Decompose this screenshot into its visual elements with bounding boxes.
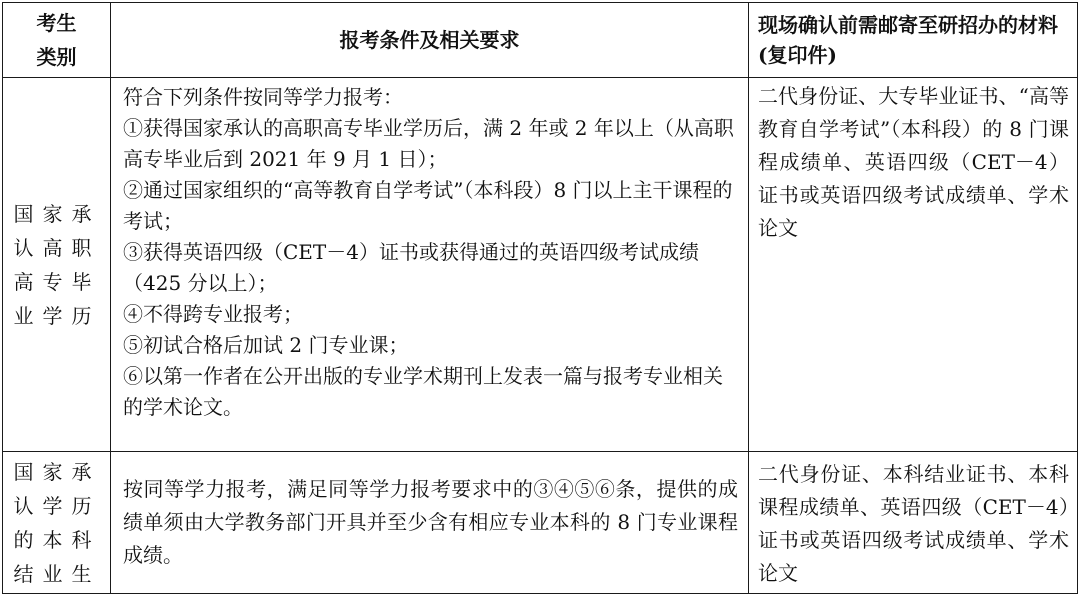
requirement-line: ③获得英语四级（CET－4）证书或获得通过的英语四级考试成绩（425 分以上）； — [123, 240, 699, 295]
table-row — [3, 78, 1078, 452]
header-materials: 现场确认前需邮寄至研招办的材料(复印件) — [749, 3, 1078, 78]
row-category-cell — [3, 452, 111, 594]
row-category-text: 国家承认学历的本科结业生 — [13, 459, 101, 586]
row-requirements-cell — [111, 78, 749, 452]
header-row — [3, 3, 1078, 78]
requirement-line: ⑤初试合格后加试 2 门专业课； — [123, 333, 409, 357]
table-row — [3, 452, 1078, 594]
requirements-table — [2, 2, 1078, 594]
header-requirements: 报考条件及相关要求 — [111, 3, 749, 78]
row-category-text: 国家承认高职高专毕业学历 — [13, 201, 101, 328]
header-category — [3, 3, 111, 78]
row-category-cell — [3, 78, 111, 452]
requirement-line: ⑥以第一作者在公开出版的专业学术期刊上发表一篇与报考专业相关的学术论文。 — [123, 364, 723, 419]
requirement-line: 按同等学力报考，满足同等学力报考要求中的③④⑤⑥条，提供的成绩单须由大学教务部门开具并至少含有相应专业本科的 8 门专业课程成绩。 — [123, 477, 738, 567]
row-materials-cell: 二代身份证、大专毕业证书、“高等教育自学考试”（本科段）的 8 门课程成绩单、英语四级（CET－4）证书或英语四级考试成绩单、学术论文 — [749, 78, 1078, 452]
header-category-text: 考生类别 — [36, 11, 77, 69]
row-requirements-cell — [111, 452, 749, 594]
requirement-line: ②通过国家组织的“高等教育自学考试”（本科段）8 门以上主干课程的考试； — [123, 178, 733, 233]
requirement-line: ④不得跨专业报考； — [123, 302, 303, 326]
row-materials-cell: 二代身份证、本科结业证书、本科课程成绩单、英语四级（CET－4）证书或英语四级考试成绩单、学术论文 — [749, 452, 1078, 594]
requirement-line: 符合下列条件按同等学力报考： — [123, 85, 403, 109]
requirement-line: ①获得国家承认的高职高专毕业学历后，满 2 年或 2 年以上（从高职高专毕业后到 2021 年 9 月 1 日）； — [123, 116, 734, 171]
